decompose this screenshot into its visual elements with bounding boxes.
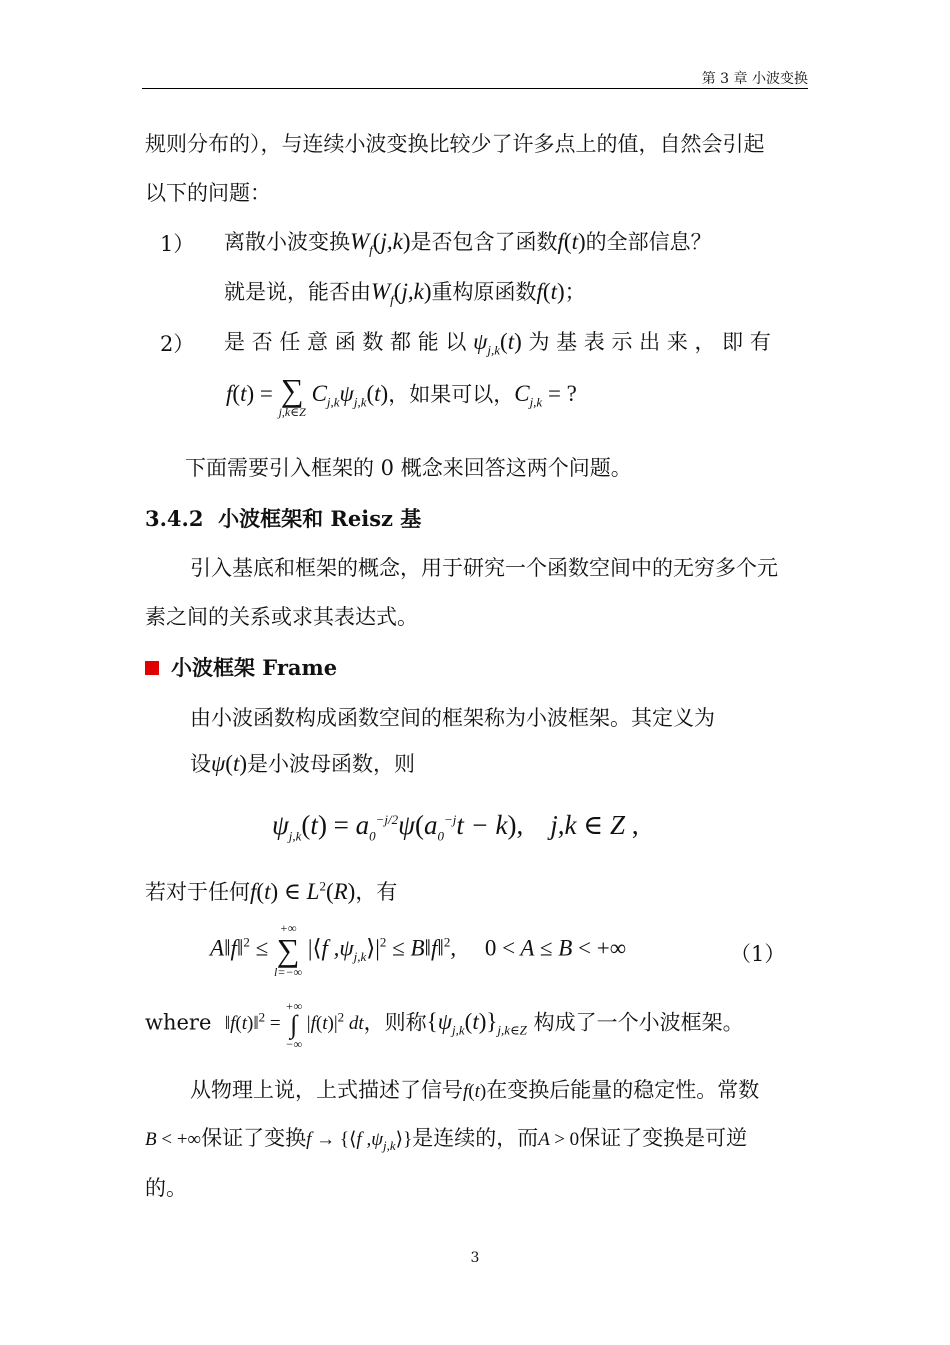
formula-ft: f(t) (557, 229, 586, 254)
intro-line: 下面需要引入框架的 0 概念来回答这两个问题。 (185, 456, 632, 480)
formula-b-bound: B < +∞ (145, 1129, 202, 1150)
paragraph-line: 以下的问题： (145, 181, 271, 205)
wavelet-family-equation: $\psi_{j,k}(t) = a_0^{-j/2}\psi(a_0^{-j}t - k)$, j,k ∈ Z , (272, 810, 639, 844)
question-1-line-1: 离散小波变换$W_f(j,k)$是否包含了函数f(t)的全部信息？ (224, 229, 712, 258)
condition-line: 若对于任何f(t) ∈ $L^2(R)$，有 (145, 878, 398, 904)
question-2-line-1: 是 否 任 意 函 数 都 能 以 $\psi_{j,k}(t)$ 为 基 表 示 出 来 ， 即 有 (224, 329, 771, 358)
formula-ft: f(t) (536, 279, 565, 304)
definition-line-2: 设ψ(t)是小波母函数，则 (190, 751, 416, 776)
formula-norm: ‖f(t)‖$^2$ = +∞ ∫ −∞ $|f(t)|^2$ dt (224, 999, 364, 1051)
paragraph-line: 素之间的关系或求其表达式。 (145, 605, 418, 629)
formula-transform: f → {⟨f $,\psi_{j,k}⟩$} (306, 1129, 413, 1153)
question-number: 2） (160, 332, 195, 356)
formula-psi-set: $\{\psi_{j,k}(t)\}_{j,k\in Z}$ (426, 1009, 527, 1038)
paragraph-line: 的。 (145, 1176, 187, 1200)
frame-inequality: A‖f‖$^2$ ≤ +∞ ∑ l=−∞ |⟨f $,\psi_{j,k}⟩|^2$ ≤ B‖f‖$^2$, 0 < A ≤ B < +∞ (210, 921, 627, 979)
bullet-square-icon (145, 661, 159, 675)
formula-wf: $W_f(j,k)$ (350, 229, 411, 258)
section-title: 小波框架和 Reisz 基 (218, 506, 422, 531)
bullet-heading: 小波框架 Frame (145, 652, 337, 682)
formula-a-bound: A > 0 (538, 1129, 580, 1150)
page-number: 3 (470, 1250, 480, 1266)
formula-psi-jk: $\psi_{j,k}(t)$ (473, 329, 522, 358)
formula-wf: $W_f(j,k)$ (371, 279, 432, 308)
question-2-line-2: f(t) = ∑ j,k∈Z $C_{j,k}\psi_{j,k}(t)$，如果可以，$C_{j,k}$ = ? (226, 372, 577, 419)
definition-line: 由小波函数构成函数空间的框架称为小波框架。其定义为 (190, 706, 715, 730)
header-rule (142, 88, 808, 89)
formula-psi: ψ(t) (211, 751, 248, 776)
formula-cjk: $C_{j,k}$ = ? (514, 381, 577, 410)
physics-line-2: B < +∞保证了变换f → {⟨f $,\psi_{j,k}⟩$}是连续的，而A > 0保证了变换是可逆 (145, 1126, 748, 1153)
question-number: 1） (160, 232, 195, 256)
chapter-header: 第 3 章 小波变换 (701, 71, 808, 87)
paragraph-line: 引入基底和框架的概念，用于研究一个函数空间中的无穷多个元 (190, 556, 778, 580)
formula-f-in-l2: f(t) ∈ $L^2(R)$ (250, 878, 356, 904)
formula-expansion: f(t) = ∑ j,k∈Z $C_{j,k}\psi_{j,k}(t)$ (226, 372, 389, 419)
paragraph-line: 规则分布的），与连续小波变换比较少了许多点上的值，自然会引起 (145, 132, 765, 156)
formula-ft-small: f(t) (463, 1081, 487, 1102)
equation-label: （1） (730, 942, 786, 966)
where-line: where ‖f(t)‖$^2$ = +∞ ∫ −∞ $|f(t)|^2$ dt，则称$\{\psi_{j,k}(t)\}_{j,k\in Z}$ 构成了一个小波框架。 (145, 999, 744, 1051)
section-heading (145, 503, 421, 533)
section-number: 3.4.2 (145, 506, 204, 531)
physics-line-1: 从物理上说，上式描述了信号f(t)在变换后能量的稳定性。常数 (190, 1078, 760, 1102)
question-1-line-2: 就是说，能否由$W_f(j,k)$重构原函数f(t)； (224, 279, 586, 308)
